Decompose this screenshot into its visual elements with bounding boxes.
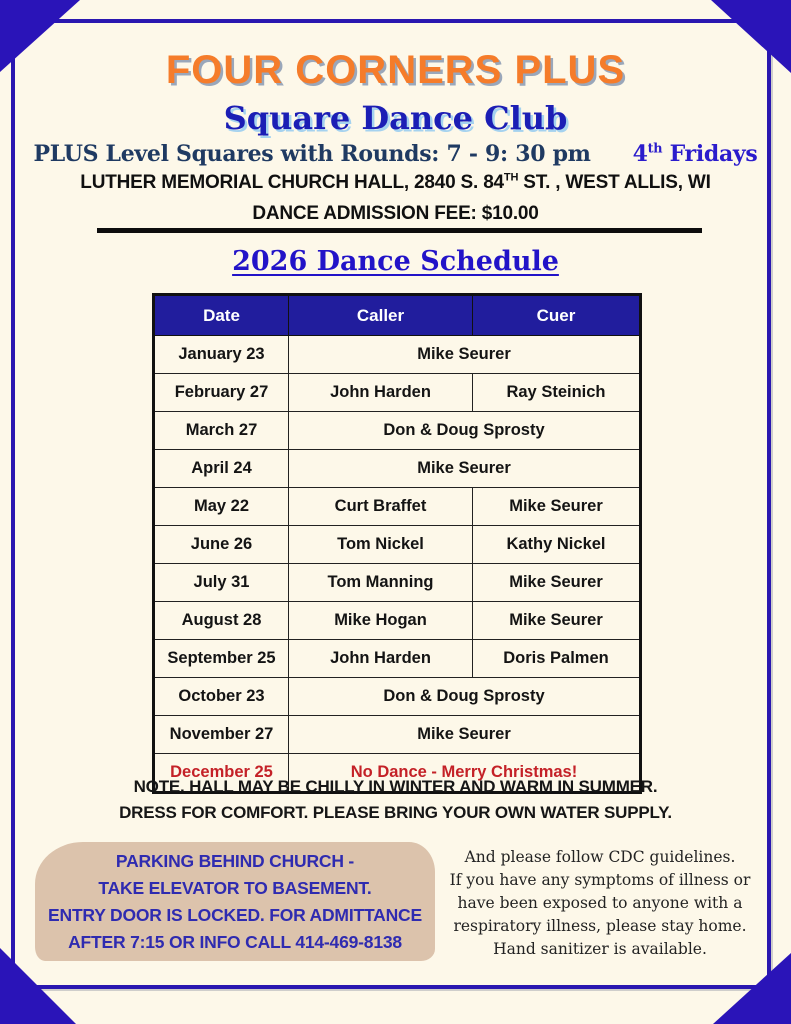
caller-cell: Curt Braffet — [289, 488, 473, 526]
date-cell: August 28 — [154, 602, 289, 640]
date-cell: February 27 — [154, 374, 289, 412]
dance-level-line — [0, 141, 791, 167]
table-row — [154, 716, 641, 754]
cdc-guidelines-text — [435, 846, 765, 961]
table-row — [154, 678, 641, 716]
caller-cell: Don & Doug Sprosty — [289, 412, 641, 450]
caller-cell: Don & Doug Sprosty — [289, 678, 641, 716]
table-row — [154, 564, 641, 602]
table-row — [154, 450, 641, 488]
text-line: TAKE ELEVATOR TO BASEMENT. — [98, 877, 372, 898]
column-header-cuer: Cuer — [473, 295, 641, 336]
cuer-cell: Mike Seurer — [473, 564, 641, 602]
cuer-cell: Mike Seurer — [473, 602, 641, 640]
text-line: If you have any symptoms of illness or — [449, 871, 751, 889]
column-header-caller: Caller — [289, 295, 473, 336]
caller-cell: Mike Hogan — [289, 602, 473, 640]
club-title: FOUR CORNERS PLUS — [165, 48, 626, 92]
venue-address: LUTHER MEMORIAL CHURCH HALL, 2840 S. 84TH ST. , WEST ALLIS, WI — [80, 171, 711, 193]
date-cell: October 23 — [154, 678, 289, 716]
text-line: And please follow CDC guidelines. — [464, 848, 736, 866]
date-cell: December 25 — [154, 754, 289, 793]
cuer-cell: Doris Palmen — [473, 640, 641, 678]
date-cell: April 24 — [154, 450, 289, 488]
caller-cell: Mike Seurer — [289, 716, 641, 754]
admission-fee: DANCE ADMISSION FEE: $10.00 — [252, 203, 539, 224]
schedule-table-body — [154, 336, 641, 793]
note-text — [0, 774, 791, 826]
horizontal-divider — [97, 228, 702, 233]
text-line: ENTRY DOOR IS LOCKED. FOR ADMITTANCE — [48, 904, 422, 925]
table-row — [154, 488, 641, 526]
table-row — [154, 412, 641, 450]
date-cell: May 22 — [154, 488, 289, 526]
caller-cell: Tom Manning — [289, 564, 473, 602]
caller-cell: Mike Seurer — [289, 450, 641, 488]
date-cell: September 25 — [154, 640, 289, 678]
column-header-date: Date — [154, 295, 289, 336]
date-cell: November 27 — [154, 716, 289, 754]
cuer-cell: Kathy Nickel — [473, 526, 641, 564]
table-row — [154, 336, 641, 374]
plus-level-text: PLUS Level Squares with Rounds: 7 - 9: 30 pm — [33, 141, 591, 167]
date-cell: March 27 — [154, 412, 289, 450]
caller-cell: Mike Seurer — [289, 336, 641, 374]
dance-schedule-table — [152, 293, 642, 794]
date-cell: July 31 — [154, 564, 289, 602]
text-line: have been exposed to anyone with a — [457, 894, 743, 912]
text-line: PARKING BEHIND CHURCH - — [115, 850, 355, 871]
caller-cell: No Dance - Merry Christmas! — [289, 754, 641, 793]
cuer-cell: Mike Seurer — [473, 488, 641, 526]
caller-cell: Tom Nickel — [289, 526, 473, 564]
table-row — [154, 602, 641, 640]
schedule-title: 2026 Dance Schedule — [232, 246, 559, 277]
table-header-row — [154, 295, 641, 336]
table-row — [154, 374, 641, 412]
cuer-cell: Ray Steinich — [473, 374, 641, 412]
date-cell: June 26 — [154, 526, 289, 564]
table-row — [154, 640, 641, 678]
caller-cell: John Harden — [289, 374, 473, 412]
table-row — [154, 526, 641, 564]
fridays-text: 4th Fridays — [632, 141, 758, 167]
text-line: respiratory illness, please stay home. — [453, 917, 747, 935]
club-subtitle: Square Dance Club — [223, 99, 568, 137]
caller-cell: John Harden — [289, 640, 473, 678]
text-line: AFTER 7:15 OR INFO CALL 414-469-8138 — [68, 931, 402, 952]
parking-info-box — [35, 842, 435, 961]
corner-triangle-bottom-right — [713, 953, 791, 1024]
text-line: Hand sanitizer is available. — [493, 940, 707, 958]
text-line: DRESS FOR COMFORT. PLEASE BRING YOUR OWN WATER SUPPLY. — [119, 803, 672, 822]
date-cell: January 23 — [154, 336, 289, 374]
text-line: NOTE. HALL MAY BE CHILLY IN WINTER AND WARM IN SUMMER. — [133, 777, 658, 796]
